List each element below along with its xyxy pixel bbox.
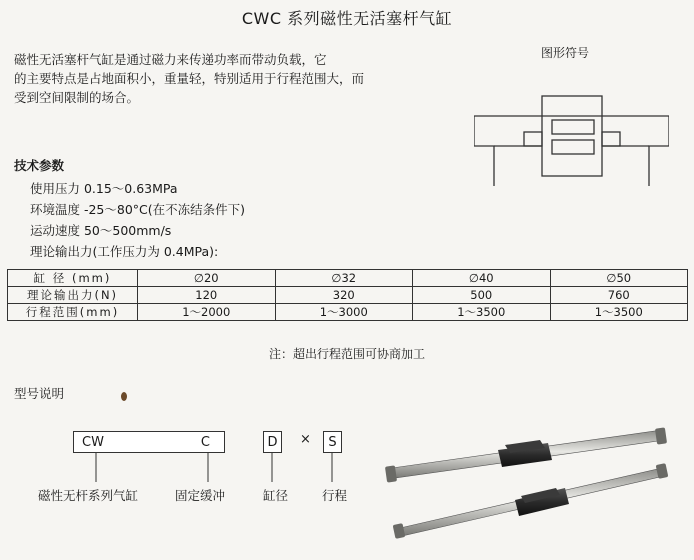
table-cell: 1～3000 bbox=[275, 304, 413, 321]
caption-cushion: 固定缓冲 bbox=[175, 488, 226, 503]
cylinder-upper bbox=[385, 427, 667, 482]
caption-stroke: 行程 bbox=[322, 488, 348, 503]
table-cell: 1～2000 bbox=[138, 304, 276, 321]
table-cell: ∅50 bbox=[550, 270, 688, 287]
table-cell: 760 bbox=[550, 287, 688, 304]
table-cell: ∅32 bbox=[275, 270, 413, 287]
intro-line: 磁性无活塞杆气缸是通过磁力来传递功率而带动负载，它 bbox=[14, 52, 327, 67]
spec-temperature: 环境温度 -25～80°C(在不冻结条件下) bbox=[30, 202, 246, 217]
stroke-code-box: S bbox=[323, 431, 342, 453]
model-code-suffix: C bbox=[200, 435, 210, 450]
table-cell: ∅20 bbox=[138, 270, 276, 287]
table-cell: 1～3500 bbox=[550, 304, 688, 321]
caption-series: 磁性无杆系列气缸 bbox=[38, 488, 139, 503]
stroke-note: 注：超出行程范围可协商加工 bbox=[268, 347, 425, 361]
bore-code-box: D bbox=[263, 431, 282, 453]
model-code-prefix: CW bbox=[82, 435, 104, 450]
table-cell: 120 bbox=[138, 287, 276, 304]
intro-line: 的主要特点是占地面积小，重量轻，特别适用于行程范围大，而 bbox=[14, 71, 365, 86]
times-sign: × bbox=[300, 432, 311, 447]
row-header: 理论输出力(N) bbox=[8, 287, 138, 304]
table-cell: 320 bbox=[275, 287, 413, 304]
spec-force-caption: 理论输出力(工作压力为 0.4MPa): bbox=[30, 244, 219, 259]
model-title: 型号说明 bbox=[14, 386, 65, 401]
row-header: 行程范围(mm) bbox=[8, 304, 138, 321]
table-cell: 500 bbox=[413, 287, 551, 304]
table-cell: 1～3500 bbox=[413, 304, 551, 321]
intro-line: 受到空间限制的场合。 bbox=[14, 90, 140, 105]
cylinder-lower bbox=[393, 463, 669, 539]
specs-title: 技术参数 bbox=[14, 158, 65, 173]
product-photo bbox=[380, 420, 680, 540]
row-header: 缸 径 (mm) bbox=[8, 270, 138, 287]
caption-bore: 缸径 bbox=[263, 488, 289, 503]
spec-speed: 运动速度 50～500mm/s bbox=[30, 223, 172, 238]
page-title: CWC 系列磁性无活塞杆气缸 bbox=[241, 9, 453, 28]
spec-pressure: 使用压力 0.15～0.63MPa bbox=[30, 181, 178, 196]
symbol-label: 图形符号 bbox=[541, 46, 590, 60]
table-cell: ∅40 bbox=[413, 270, 551, 287]
